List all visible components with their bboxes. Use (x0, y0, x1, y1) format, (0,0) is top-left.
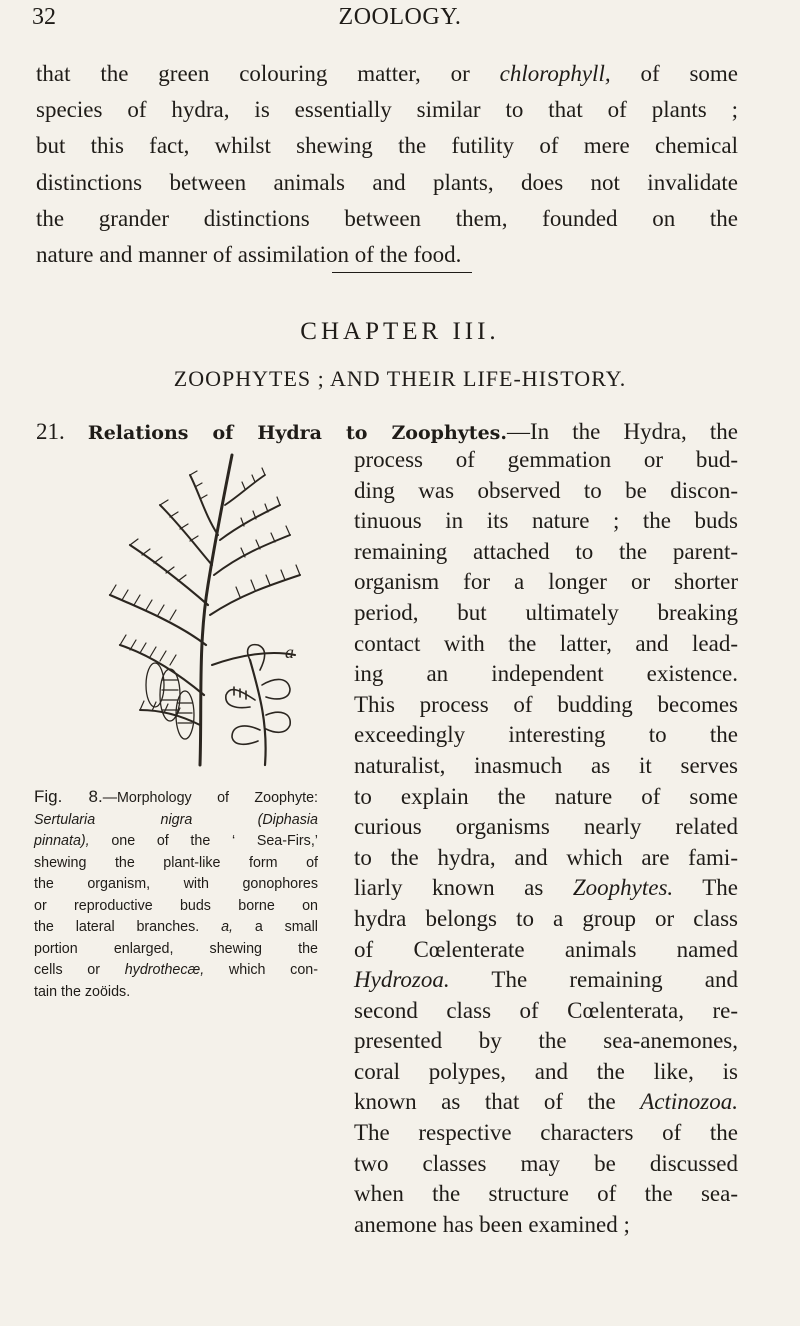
section-number: 21. (36, 419, 65, 444)
body-line: naturalist, inasmuch as it serves (354, 752, 738, 778)
paragraph-line: the grander distinctions between them, founded on the (36, 205, 738, 231)
body-line: This process of budding becomes (354, 691, 738, 717)
body-line: when the structure of the sea- (354, 1181, 738, 1207)
body-line: ing an independent existence. (354, 661, 738, 687)
caption-line: the lateral branches. a, a small (34, 919, 318, 935)
caption-line: shewing the plant-like form of (34, 854, 318, 871)
body-line: Hydrozoa. The remaining and (354, 967, 738, 993)
caption-line: pinnata), one of the ‘ Sea-Firs,’ (34, 833, 318, 849)
opening-paragraph (36, 56, 738, 273)
caption-line: the organism, with gonophores (34, 876, 318, 892)
body-line: of Cœlenterate animals named (354, 936, 738, 962)
chapter-heading: CHAPTER III. (300, 318, 500, 345)
paragraph-line: but this fact, whilst shewing the futility of mere chemical (36, 133, 738, 159)
body-line: two classes may be discussed (354, 1150, 738, 1176)
caption-line: portion enlarged, shewing the (34, 940, 318, 957)
body-line: The respective characters of the (354, 1120, 738, 1146)
caption-line: cells or hydrothecæ, which con- (34, 962, 318, 978)
body-line: known as that of the Actinozoa. (354, 1089, 738, 1115)
body-line: to the hydra, and which are fami- (354, 844, 738, 870)
body-line: hydra belongs to a group or class (354, 905, 738, 931)
section-title: Relations of Hydra to Zoophytes. (87, 422, 507, 444)
caption-line: or reproductive buds borne on (34, 897, 318, 914)
body-line: second class of Cœlenterata, re- (354, 997, 738, 1023)
paragraph-line: that the green colouring matter, or chlorophyll, of some (36, 61, 739, 86)
body-line: liarly known as Zoophytes. The (354, 875, 739, 901)
body-line: contact with the latter, and lead- (354, 630, 738, 656)
paragraph-line: species of hydra, is essentially similar to that of plants ; (36, 97, 738, 123)
page-header (32, 4, 768, 34)
caption-line: Fig. 8.—Morphology of Zoophyte: (34, 787, 319, 806)
body-line: presented by the sea-anemones, (354, 1028, 738, 1054)
body-line: to explain the nature of some (354, 783, 738, 809)
section-divider (332, 272, 472, 273)
body-line: period, but ultimately breaking (354, 599, 738, 625)
figure-label-a: a (285, 642, 294, 662)
body-line: process of gemmation or bud- (354, 447, 738, 472)
page-number: 32 (32, 4, 56, 30)
body-line: remaining attached to the parent- (354, 538, 738, 564)
figure-caption (34, 786, 318, 1003)
chapter-title: ZOOPHYTES ; AND THEIR LIFE-HISTORY. (173, 366, 627, 391)
body-line: organism for a longer or shorter (354, 569, 738, 595)
caption-line: Sertularia nigra (Diphasia (34, 811, 318, 828)
body-line: exceedingly interesting to the (354, 722, 738, 748)
body-line: coral polypes, and the like, is (354, 1058, 738, 1084)
body-line: tinuous in its nature ; the buds (354, 508, 738, 534)
body-line: ding was observed to be discon- (354, 477, 738, 503)
paragraph-line: distinctions between animals and plants, does not invalidate (36, 169, 738, 195)
running-head: ZOOLOGY. (338, 4, 462, 30)
section-first-line: —In the Hydra, the (506, 419, 738, 444)
body-line: anemone has been examined ; (354, 1211, 630, 1237)
paragraph-line: nature and manner of assimilation of the food. (36, 242, 462, 268)
section-body (354, 445, 738, 1240)
body-line: curious organisms nearly related (354, 814, 738, 840)
caption-line: tain the zoöids. (34, 983, 131, 1000)
zoophyte-illustration (100, 445, 350, 775)
